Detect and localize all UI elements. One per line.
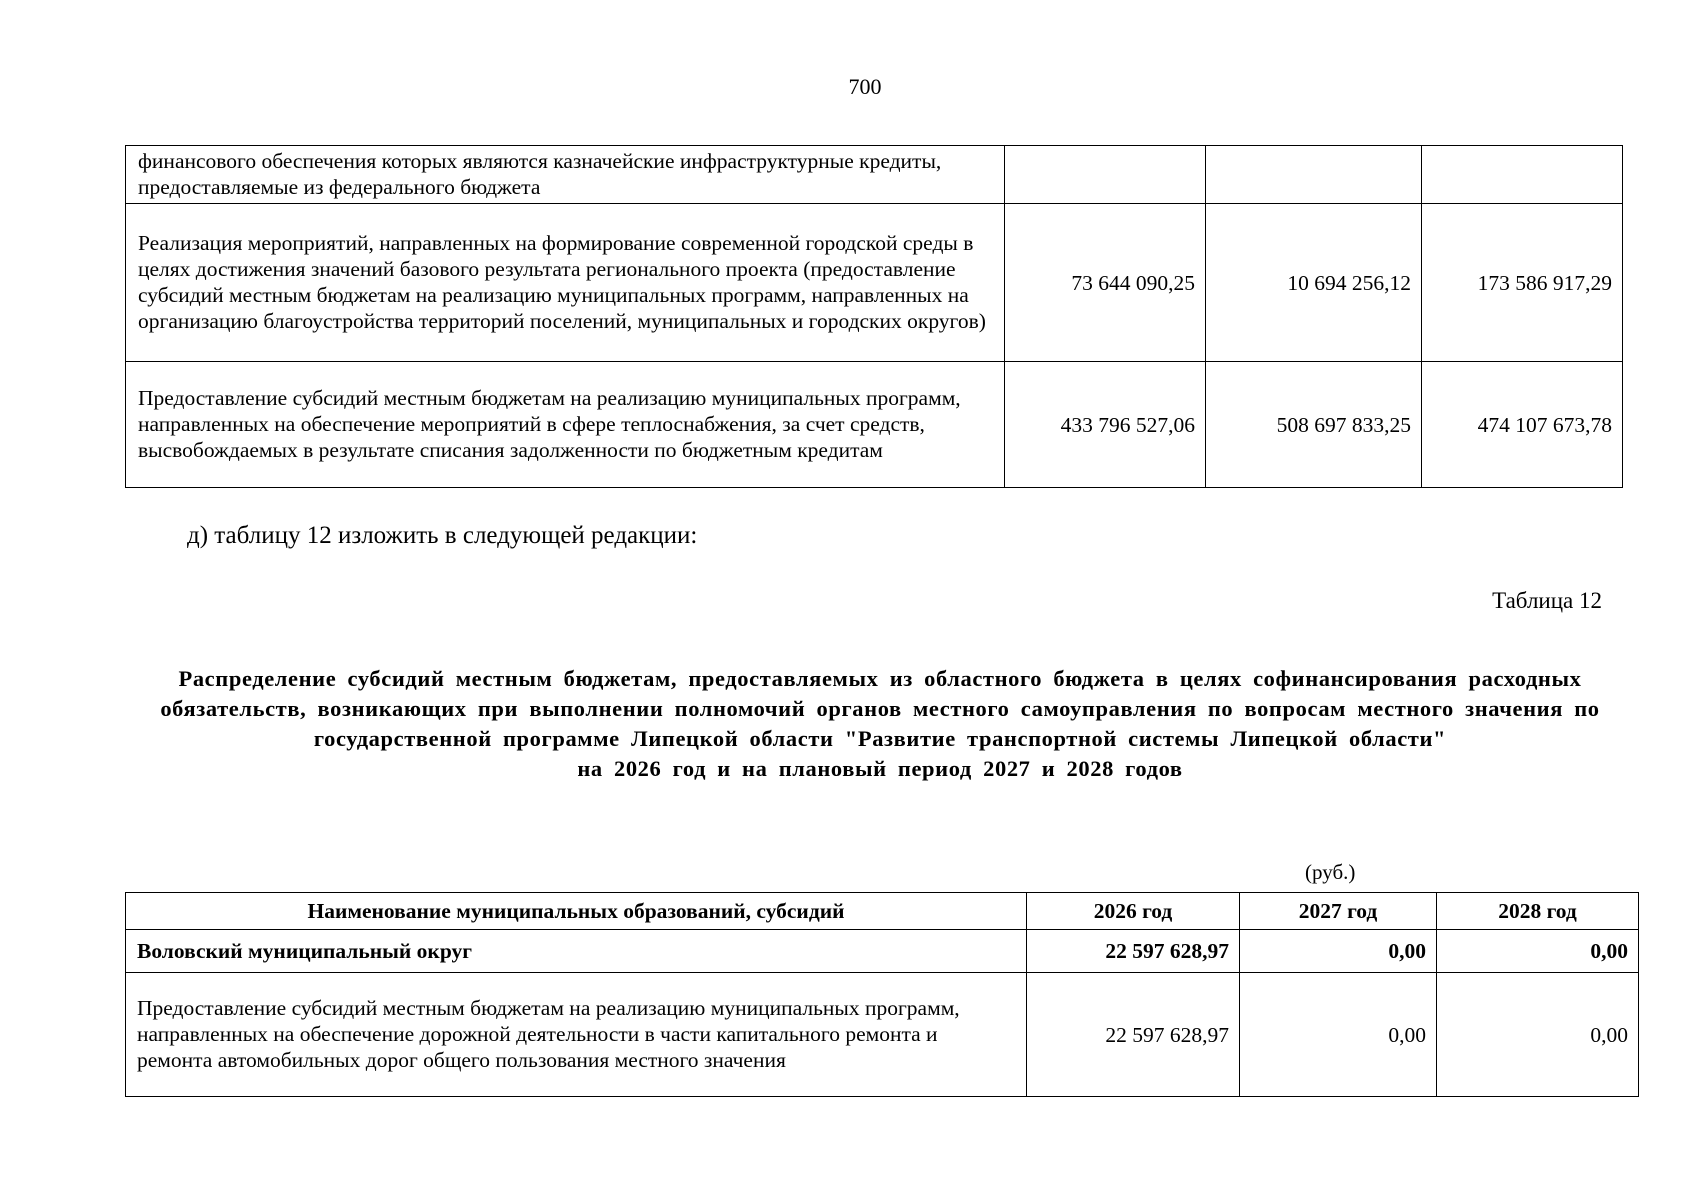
column-header-2027: 2027 год (1240, 893, 1437, 930)
table-row (126, 930, 1639, 973)
value-2028-cell: 474 107 673,78 (1422, 362, 1623, 488)
value-2026-cell: 433 796 527,06 (1005, 362, 1206, 488)
value-2028-cell (1422, 146, 1623, 204)
table-title (140, 664, 1620, 784)
value-2027-cell: 0,00 (1240, 973, 1437, 1097)
value-2026-cell: 73 644 090,25 (1005, 204, 1206, 362)
value-2028-cell: 173 586 917,29 (1422, 204, 1623, 362)
table-label: Таблица 12 (1492, 588, 1602, 613)
subsidy-name-cell: Реализация мероприятий, направленных на формирование современной городской среды в целях достижения значений базового результата регионального проекта (предоставление субсидий местным бюджетам на реализацию муниципальных программ, направленных на организацию благоустройства территорий поселений, муниципальных и городских округов) (126, 204, 1005, 362)
table-header-row (126, 893, 1639, 930)
value-2027-cell: 508 697 833,25 (1206, 362, 1422, 488)
value-2028-cell: 0,00 (1437, 973, 1639, 1097)
table-row (126, 204, 1623, 362)
subsidy-name-cell: Предоставление субсидий местным бюджетам на реализацию муниципальных программ, направленных на обеспечение мероприятий в сфере теплоснабжения, за счет средств, высвобождаемых в результате списания задолженности по бюджетным кредитам (126, 362, 1005, 488)
subsidy-name-cell: финансового обеспечения которых являются казначейские инфраструктурные кредиты, предоставляемые из федерального бюджета (126, 146, 1005, 204)
column-header-2028: 2028 год (1437, 893, 1639, 930)
table-row (126, 973, 1639, 1097)
value-2026-cell (1005, 146, 1206, 204)
subsidy-name-cell: Предоставление субсидий местным бюджетам на реализацию муниципальных программ, направленных на обеспечение дорожной деятельности в части капитального ремонта и ремонта автомобильных дорог общего пользования местного значения (126, 973, 1027, 1097)
value-2027-cell (1206, 146, 1422, 204)
table-title-main: Распределение субсидий местным бюджетам, предоставляемых из областного бюджета в целях софинансирования расходных обязательств, возникающих при выполнении полномочий органов местного самоуправления по вопросам местного значения по государственной программе Липецкой области "Развитие транспортной системы Липецкой области" (160, 666, 1600, 751)
municipality-name-cell: Воловский муниципальный округ (126, 930, 1027, 973)
amendment-paragraph: д) таблицу 12 изложить в следующей редакции: (187, 522, 698, 549)
value-2027-cell: 10 694 256,12 (1206, 204, 1422, 362)
table-row (126, 146, 1623, 204)
table-title-period: на 2026 год и на плановый период 2027 и 2028 годов (577, 756, 1183, 781)
table-row (126, 362, 1623, 488)
value-2027-cell: 0,00 (1240, 930, 1437, 973)
units-label: (руб.) (1305, 860, 1356, 884)
column-header-2026: 2026 год (1027, 893, 1240, 930)
subsidy-table (125, 892, 1639, 1097)
value-2026-cell: 22 597 628,97 (1027, 930, 1240, 973)
value-2026-cell: 22 597 628,97 (1027, 973, 1240, 1097)
value-2028-cell: 0,00 (1437, 930, 1639, 973)
page-number: 700 (848, 74, 882, 99)
continuation-table (125, 145, 1623, 488)
column-header-name: Наименование муниципальных образований, субсидий (126, 893, 1027, 930)
